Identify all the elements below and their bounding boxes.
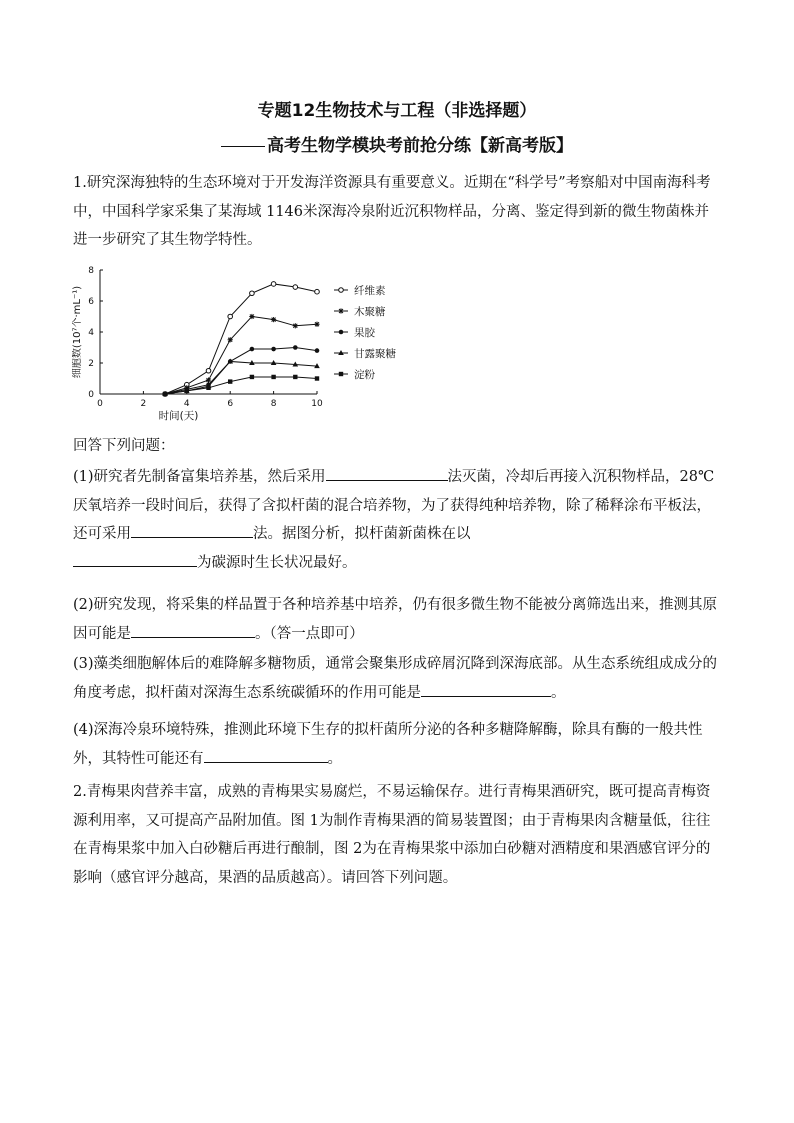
q1-sub3-a: (3)藻类细胞解体后的难降解多糖物质，通常会聚集形成碎屑沉降到深海底部。从生态系统组成成分的角度考虑，拟杆菌对深海生态系统碳循环的作用可能是: [73, 656, 718, 701]
legend-label: 甘露聚糖: [354, 348, 396, 360]
q1-sub4: [73, 716, 723, 773]
x-tick-label: 8: [270, 399, 277, 409]
data-point: [250, 347, 255, 352]
data-point: [293, 345, 298, 350]
data-point: [206, 368, 211, 373]
page-subtitle: [0, 131, 794, 156]
answer-blank-1[interactable]: [326, 479, 448, 481]
legend-label: 纤维素: [354, 285, 386, 297]
y-tick-label: 2: [88, 359, 94, 369]
data-point: [339, 372, 343, 376]
y-tick-label: 0: [88, 390, 94, 400]
data-point: [271, 282, 276, 287]
x-tick-label: 6: [227, 399, 234, 409]
title-underline: [221, 146, 265, 147]
q1-sub2-b: 。（答一点即可）: [255, 625, 364, 642]
data-point: [293, 375, 297, 379]
data-point: [271, 347, 276, 352]
data-point: [293, 285, 298, 290]
data-point: [163, 392, 167, 396]
q1-sub1-a: (1)研究者先制备富集培养基，然后采用: [73, 469, 326, 485]
data-point: [315, 376, 319, 380]
data-point: [206, 386, 210, 390]
data-point: [271, 317, 276, 322]
data-point: [314, 322, 319, 327]
data-point: [250, 375, 254, 379]
x-tick-label: 10: [311, 399, 323, 409]
data-point: [339, 330, 344, 335]
growth-line-chart: [72, 262, 402, 432]
data-point: [250, 291, 255, 296]
q2-intro: 2.青梅果肉营养丰富，成熟的青梅果实易腐烂，不易运输保存。进行青梅果酒研究，既可提高青梅资源利用率，又可提高产品附加值。图 1为制作青梅果酒的简易装置图；由于青梅果肉含糖量低，往往在青梅果浆中加入白砂糖后再进行酿制，图 2为在青梅果浆中添加白砂糖对酒精度和果酒感官评分的影响（感官评分越高，果酒的品质越高）。请回答下列问题。: [73, 784, 711, 886]
data-point: [185, 389, 189, 393]
legend-label: 木聚糖: [354, 306, 386, 318]
q1-sub4-b: 。: [327, 750, 342, 767]
q1-sub1: [73, 463, 723, 577]
data-point: [339, 288, 344, 293]
q1-sub2-a: (2)研究发现，将采集的样品置于各种培养基中培养，仍有很多微生物不能被分离筛选出来，推测其原因可能是: [73, 597, 718, 642]
q1-sub1-b: 法灭菌，冷却后再接入沉积物样品，28℃厌氧培养一段时间后，获得了含拟杆菌的混合培养物，为了获得纯种培养物，除了稀释涂布平板法，还可采用: [73, 469, 715, 542]
answer-blank-4[interactable]: [131, 636, 255, 638]
answer-blank-6[interactable]: [204, 761, 328, 763]
answer-prompt: 回答下列问题：: [73, 438, 175, 454]
data-point: [271, 375, 275, 379]
q1-sub1-c: 法。据图分析，拟杆菌新菌株在以: [253, 526, 471, 542]
answer-blank-5[interactable]: [421, 695, 551, 697]
y-axis-label: 细胞数(10⁷个·mL⁻¹): [72, 285, 83, 379]
q1-intro: 1.研究深海独特的生态环境对于开发海洋资源具有重要意义。近期在“科学号”考察船对中国南海科考中，中国科学家采集了某海域 1146米深海冷泉附近沉积物样品，分离、鉴定得到新的微生物菌株并进一步研究了其生物学特性。: [73, 175, 711, 248]
q1-sub3-b: 。: [551, 684, 566, 701]
legend-label: 淀粉: [354, 369, 375, 381]
data-point: [249, 314, 254, 319]
y-tick-label: 8: [88, 266, 94, 276]
data-point: [228, 379, 232, 383]
page-title: 专题12生物技术与工程（非选择题）: [257, 101, 537, 121]
data-point: [338, 308, 343, 313]
q1-sub4-a: (4)深海冷泉环境特殊，推测此环境下生存的拟杆菌所分泌的各种多糖降解酶，除具有酶的一般共性外，其特性可能还有: [73, 722, 703, 767]
q1-sub3: [73, 650, 723, 707]
data-point: [293, 323, 298, 328]
q1-sub1-d: 为碳源时生长状况最好。: [197, 554, 357, 571]
x-tick-label: 2: [140, 399, 147, 409]
answer-blank-3[interactable]: [73, 565, 197, 567]
q1-sub2: [73, 591, 723, 648]
legend-label: 果胶: [354, 327, 375, 339]
x-axis-label: 时间(天): [158, 410, 199, 422]
data-point: [315, 348, 320, 353]
y-tick-label: 6: [88, 297, 94, 307]
data-point: [228, 337, 233, 342]
data-point: [315, 289, 320, 294]
page-subtitle-text: 高考生物学模块考前抢分练【新高考版】: [267, 136, 573, 156]
y-tick-label: 4: [88, 328, 94, 338]
data-point: [228, 314, 233, 319]
data-point: [206, 377, 211, 382]
x-tick-label: 4: [183, 399, 190, 409]
answer-blank-2[interactable]: [131, 536, 253, 538]
x-tick-label: 0: [97, 399, 103, 409]
